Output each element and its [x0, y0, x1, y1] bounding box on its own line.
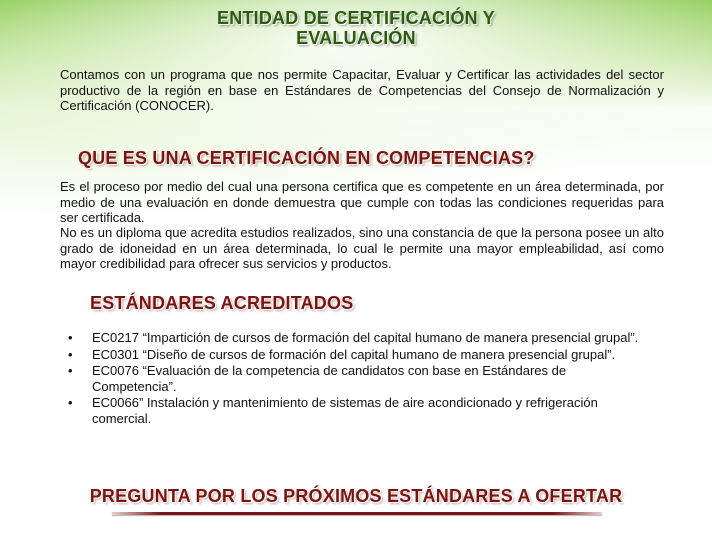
list-item [56, 347, 646, 363]
accredited-standards-heading: ESTÁNDARES ACREDITADOS [90, 293, 354, 313]
standard-text: EC0301 “Diseño de cursos de formación del capital humano de manera presencial grupal”. [92, 346, 616, 362]
page-title-line-2: EVALUACIÓN [296, 28, 416, 48]
bullet-icon: • [68, 346, 73, 362]
standards-list [56, 330, 646, 427]
certification-explanation-paragraph: No es un diploma que acredita estudios realizados, sino una constancia de que la persona posee un alto grado de idoneidad en un área determinada, lo cual le permite una mayor empleabilidad, así como mayor credibilidad para ofrecer sus servicios y productos. [60, 225, 664, 271]
footer-divider [112, 512, 602, 515]
bullet-icon: • [68, 395, 73, 410]
standard-text: EC0217 “Impartición de cursos de formación del capital humano de manera presencial grupal”. [92, 330, 639, 345]
list-item [56, 395, 646, 426]
intro-paragraph: Contamos con un programa que nos permite Capacitar, Evaluar y Certificar las actividades del sector productivo de la región en base en Estándares de Competencias del Consejo de Normalización y Certificación (CONOCER). [60, 67, 664, 113]
bullet-icon: • [68, 330, 73, 345]
bullet-icon: • [68, 363, 73, 378]
list-item [56, 330, 646, 346]
certification-question-heading: QUE ES UNA CERTIFICACIÓN EN COMPETENCIAS? [78, 148, 535, 168]
upcoming-standards-cta: PREGUNTA POR LOS PRÓXIMOS ESTÁNDARES A OFERTAR [89, 486, 623, 506]
page-title [0, 8, 712, 48]
standard-text: EC0076 “Evaluación de la competencia de candidatos con base en Estándares de Competencia”. [92, 363, 567, 394]
standard-text: EC0066” Instalación y mantenimiento de sistemas de aire acondicionado y refrigeración comercial. [92, 395, 598, 426]
list-item [56, 363, 646, 394]
page-title-line-1: ENTIDAD DE CERTIFICACIÓN Y [217, 8, 495, 28]
certification-definition-paragraph: Es el proceso por medio del cual una persona certifica que es competente en un área determinada, por medio de una evaluación en donde demuestra que cumple con todas las condiciones requeridas para ser certificada. [60, 179, 664, 225]
